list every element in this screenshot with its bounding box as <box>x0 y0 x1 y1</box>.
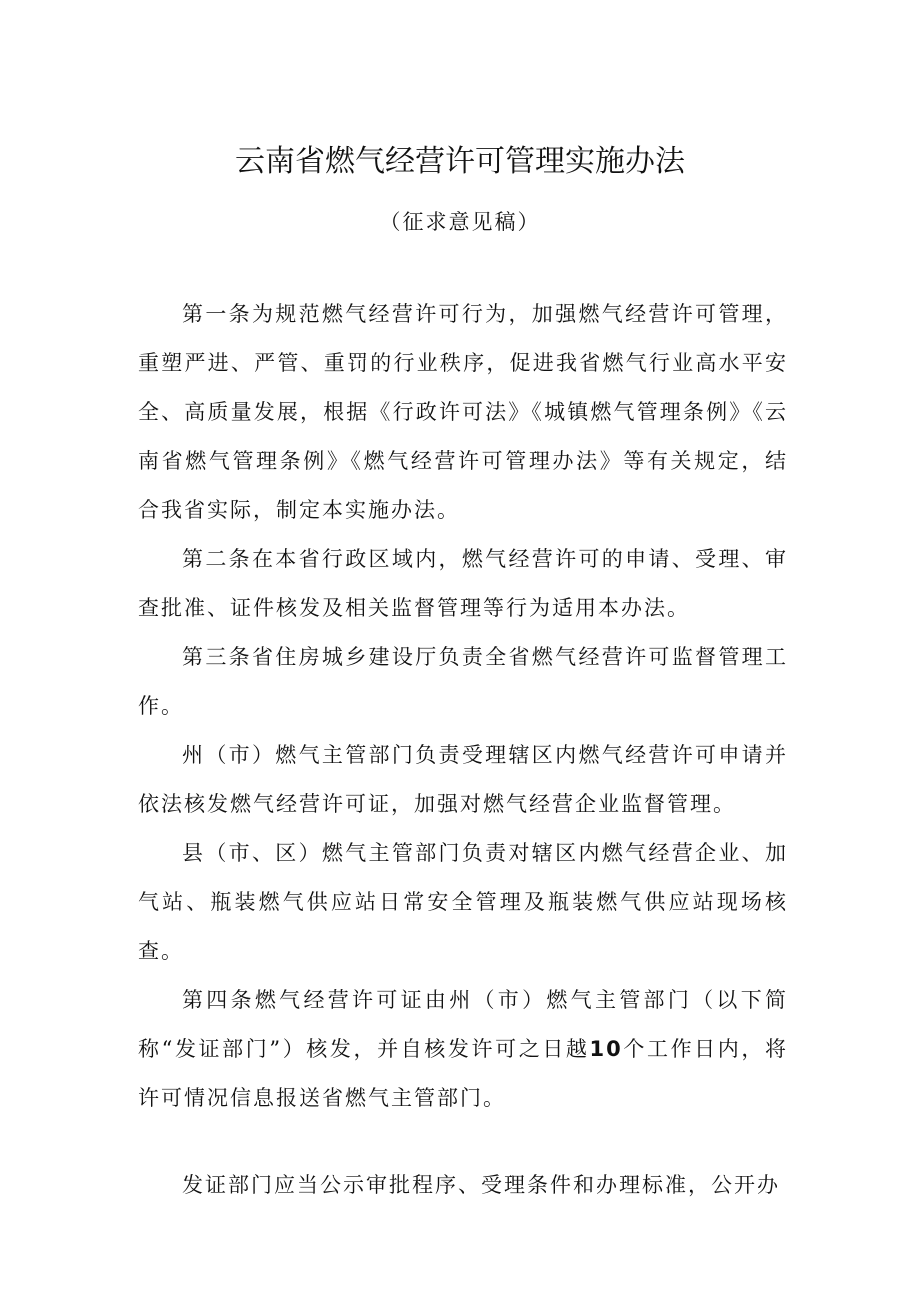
article-4-days-number: 10 <box>589 1037 623 1061</box>
paragraph-article-3: 第三条省住房城乡建设厅负责全省燃气经营许可监督管理工作。 <box>138 645 788 718</box>
paragraph-prefecture-duty: 州（市）燃气主管部门负责受理辖区内燃气经营许可申请并依法核发燃气经营许可证，加强对燃气经营企业监督管理。 <box>138 743 788 816</box>
paragraph-article-2: 第二条在本省行政区域内，燃气经营许可的申请、受理、审查批准、证件核发及相关监督管理等行为适用本办法。 <box>138 547 788 620</box>
document-body <box>138 290 788 1210</box>
paragraph-publicity: 发证部门应当公示审批程序、受理条件和办理标准，公开办 <box>182 1173 780 1197</box>
paragraph-county-duty: 县（市、区）燃气主管部门负责对辖区内燃气经营企业、加气站、瓶装燃气供应站日常安全管理及瓶装燃气供应站现场核查。 <box>138 841 788 963</box>
document-subtitle: （征求意见稿） <box>379 210 541 234</box>
paragraph-article-1: 第一条为规范燃气经营许可行为，加强燃气经营许可管理，重塑严进、严管、重罚的行业秩序，促进我省燃气行业高水平安全、高质量发展，根据《行政许可法》《城镇燃气管理条例》《云南省燃气管理条例》《燃气经营许可管理办法》等有关规定，结合我省实际，制定本实施办法。 <box>138 302 788 522</box>
document-title: 云南省燃气经营许可管理实施办法 <box>235 144 685 179</box>
article-4-text-end: 个工作日内，将许可情况信息报送省燃气主管部门。 <box>138 1037 788 1110</box>
article-4-text-start: 第四条燃气经营许可证由州（市）燃气主管部门（以下简称“发证部门”）核发，并自核发许可之日越 <box>138 988 788 1061</box>
paragraph-article-4 <box>138 976 788 1123</box>
